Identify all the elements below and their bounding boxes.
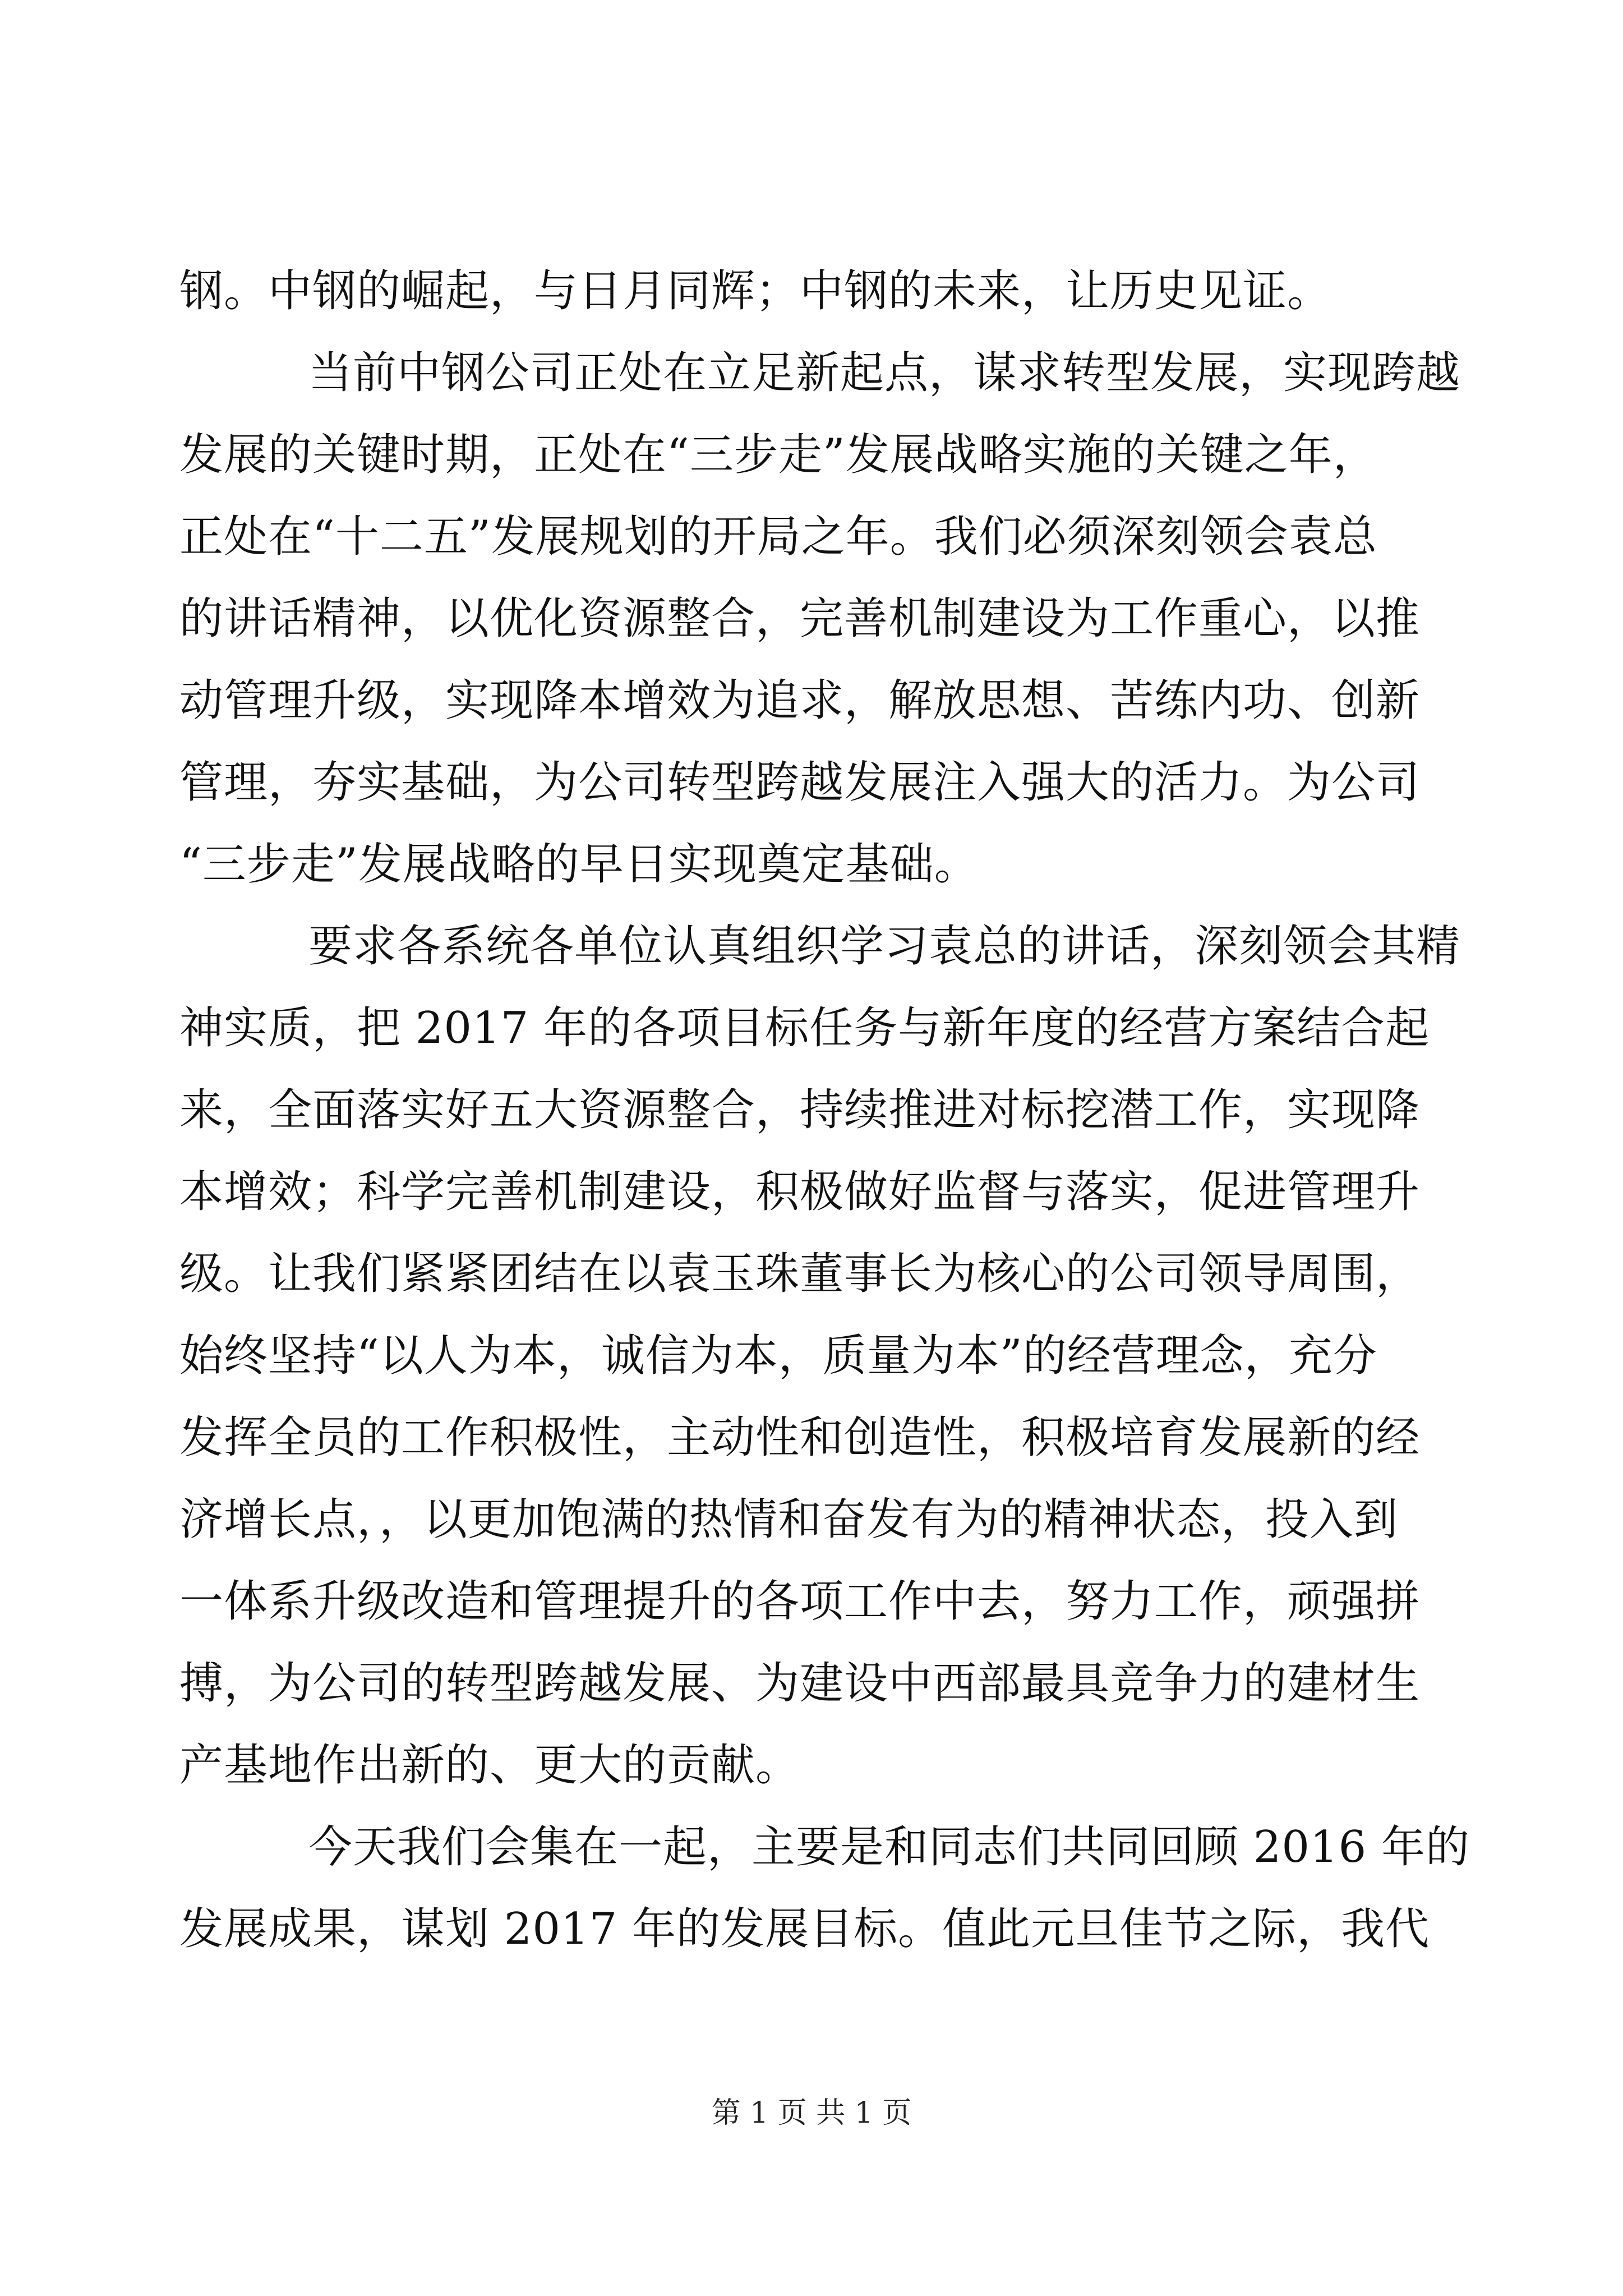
text-line: 发展的关键时期，正处在“三步走”发展战略实施的关键之年， (179, 430, 1377, 480)
text-line: 的讲话精神，以优化资源整合，完善机制建设为工作重心，以推 (179, 593, 1421, 644)
text-line: 济增长点，，以更加饱满的热情和奋发有为的精神状态，投入到 (179, 1494, 1399, 1545)
text-line: “三步走”发展战略的早日实现奠定基础。 (179, 839, 979, 890)
text-line: 级。让我们紧紧团结在以袁玉珠董事长为核心的公司领导周围， (179, 1249, 1421, 1299)
text-line: 神实质，把 2017 年的各项目标任务与新年度的经营方案结合起 (179, 1003, 1430, 1053)
text-line: 来，全面落实好五大资源整合，持续推进对标挖潜工作，实现降 (179, 1085, 1421, 1135)
paragraph-start-line: 要求各系统各单位认真组织学习袁总的讲话，深刻领会其精 (308, 921, 1461, 972)
page-number-footer: 第 1 页 共 1 页 (711, 2096, 912, 2130)
text-line: 钢。中钢的崛起，与日月同辉；中钢的未来，让历史见证。 (179, 266, 1332, 316)
text-line: 发展成果，谋划 2017 年的发展目标。值此元旦佳节之际，我代 (179, 1904, 1430, 1954)
document-body (179, 250, 1470, 1970)
text-line: 管理，夯实基础，为公司转型跨越发展注入强大的活力。为公司 (179, 757, 1421, 808)
text-line: 正处在“十二五”发展规划的开局之年。我们必须深刻领会袁总 (179, 512, 1377, 562)
paragraph-start-line: 今天我们会集在一起，主要是和同志们共同回顾 2016 年的 (308, 1822, 1470, 1872)
text-line: 本增效；科学完善机制建设，积极做好监督与落实，促进管理升 (179, 1167, 1421, 1217)
text-line: 始终坚持“以人为本，诚信为本，质量为本”的经营理念，充分 (179, 1331, 1377, 1381)
text-line: 产基地作出新的、更大的贡献。 (179, 1740, 800, 1791)
text-line: 搏，为公司的转型跨越发展、为建设中西部最具竞争力的建材生 (179, 1658, 1421, 1709)
text-line: 动管理升级，实现降本增效为追求，解放思想、苦练内功、创新 (179, 675, 1421, 726)
text-line: 一体系升级改造和管理提升的各项工作中去，努力工作，顽强拼 (179, 1576, 1421, 1627)
text-line: 发挥全员的工作积极性，主动性和创造性，积极培育发展新的经 (179, 1412, 1421, 1463)
paragraph-start-line: 当前中钢公司正处在立足新起点，谋求转型发展，实现跨越 (308, 348, 1461, 398)
